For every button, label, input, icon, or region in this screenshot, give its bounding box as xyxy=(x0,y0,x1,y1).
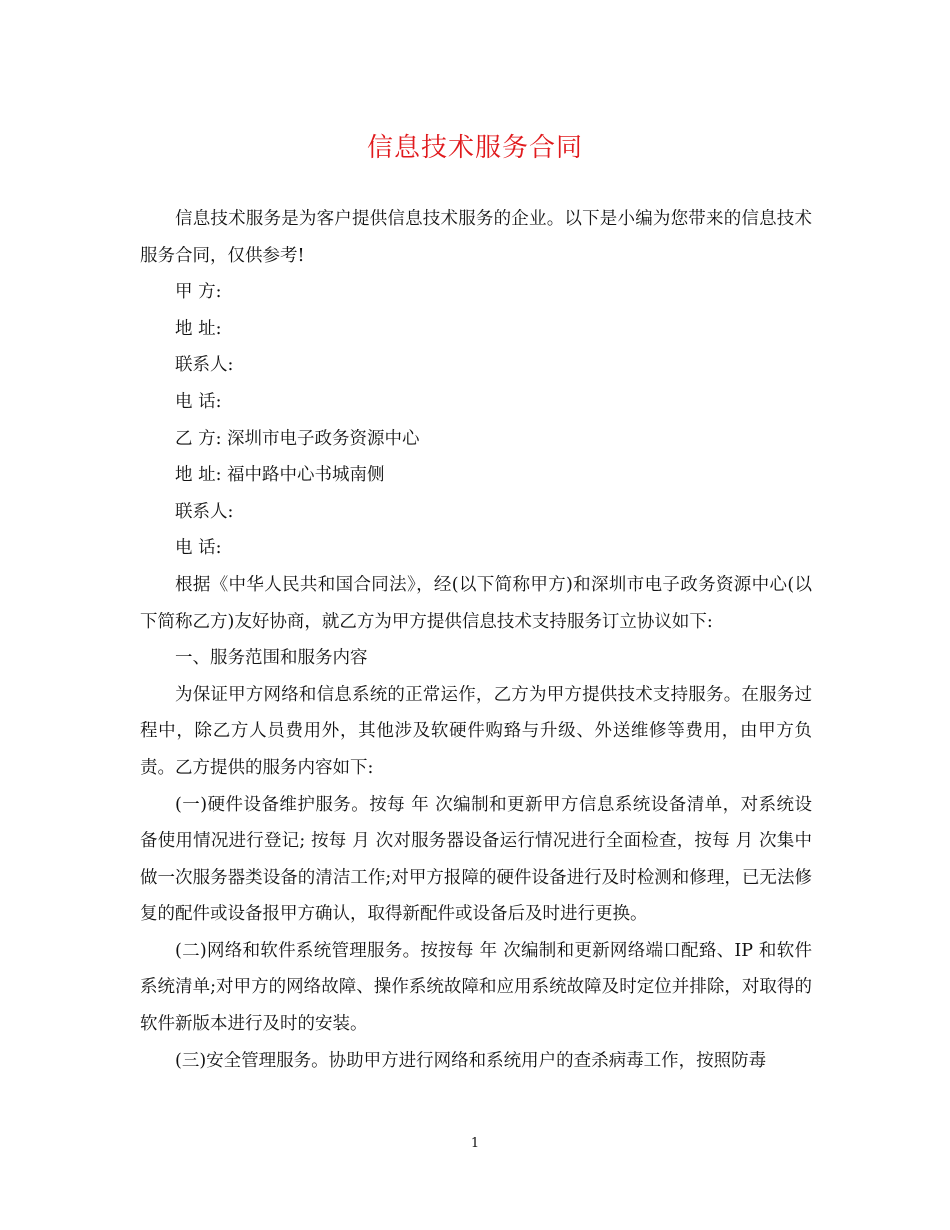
paragraph-party-b-phone: 电 话: xyxy=(175,538,222,559)
paragraph-security-management: (三)安全管理服务。协助甲方进行网络和系统用户的查杀病毒工作，按照防毒 xyxy=(175,1050,767,1071)
paragraph-party-a-phone: 电 话: xyxy=(175,391,222,412)
paragraph-intro: 信息技术服务是为客户提供信息技术服务的企业。以下是小编为您带来的信息技术服务合同，仅供参考! xyxy=(140,209,812,266)
paragraph-party-b-address: 地 址: 福中路中心书城南侧 xyxy=(175,465,385,486)
paragraph-party-b-contact: 联系人: xyxy=(175,501,234,522)
document-body xyxy=(140,201,812,1079)
section-heading-service-scope: 一、服务范围和服务内容 xyxy=(175,648,368,669)
paragraph-party-a: 甲 方: xyxy=(175,282,222,303)
paragraph-hardware-maintenance: (一)硬件设备维护服务。按每 年 次编制和更新甲方信息系统设备清单，对系统设备使用情况进行登记; 按每 月 次对服务器设备运行情况进行全面检查，按每 月 次集中做一次服务器类设备的清洁工作;对甲方报障的硬件设备进行及时检测和修理，已无法修复的配件或设备报甲方确认，取得新配件或设备后及时进行更换。 xyxy=(140,794,812,925)
paragraph-party-a-contact: 联系人: xyxy=(175,355,234,376)
document-title: 信息技术服务合同 xyxy=(366,133,583,163)
paragraph-agreement-basis: 根据《中华人民共和国合同法》，经(以下简称甲方)和深圳市电子政务资源中心(以下简称乙方)友好协商，就乙方为甲方提供信息技术支持服务订立协议如下: xyxy=(140,574,812,632)
paragraph-service-scope: 为保证甲方网络和信息系统的正常运作，乙方为甲方提供技术支持服务。在服务过程中，除乙方人员费用外，其他涉及软硬件购臵与升级、外送维修等费用，由甲方负责。乙方提供的服务内容如下: xyxy=(140,684,812,778)
page-number: 1 xyxy=(470,1136,480,1151)
paragraph-party-a-address: 地 址: xyxy=(175,318,222,339)
paragraph-party-b: 乙 方: 深圳市电子政务资源中心 xyxy=(175,428,420,449)
paragraph-network-software: (二)网络和软件系统管理服务。按按每 年 次编制和更新网络端口配臵、IP 和软件系统清单;对甲方的网络故障、操作系统故障和应用系统故障及时定位并排除，对取得的软件新版本进行及时的安装。 xyxy=(140,940,812,1035)
